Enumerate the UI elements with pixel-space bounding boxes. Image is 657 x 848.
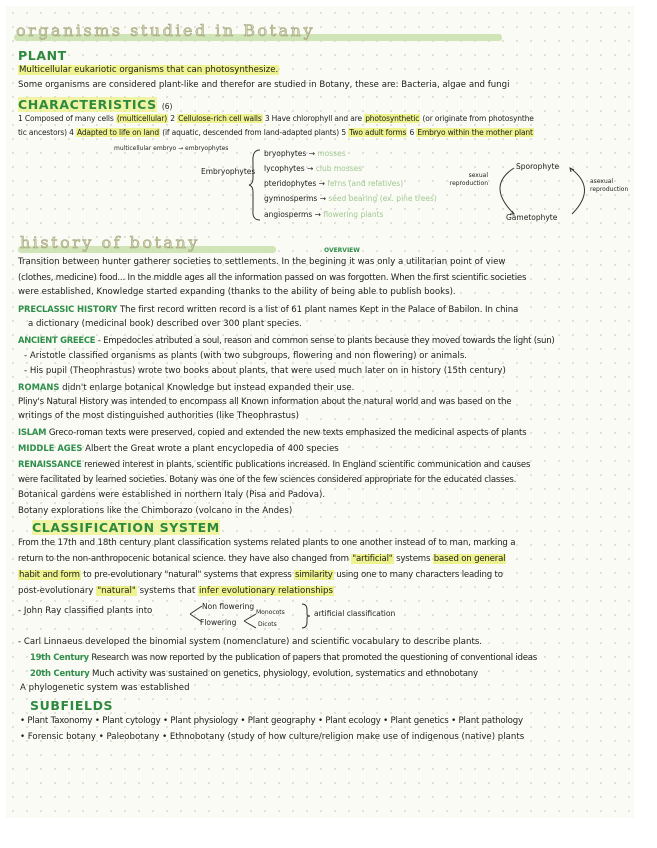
embryophytes-brace [248, 148, 262, 222]
plant-heading: PLANT [18, 48, 67, 63]
classification-line-1: From the 17th and 18th century plant classification systems related plants to one another instead of to man, marking a [18, 538, 516, 548]
history-title: history of botany [20, 233, 200, 252]
plant-note: Some organisms are considered plant-like and therefor are studied in Botany, these are: Bacteria, algae and fungi [18, 80, 510, 90]
group-pteridophytes: pteridophytes → ferns (and relatives) [264, 179, 404, 188]
characteristics-line-1: 1 Composed of many cells (multicellular) 2 Cellulose-rich cell walls 3 Have chlorophyll and are photosynthetic (or originate from photosynthe [18, 114, 534, 123]
artificial-classification-label: artificial classification [314, 609, 396, 618]
overview-line-3: were established, Knowledge started expanding (thanks to the ability of being able to publish books). [18, 287, 456, 297]
subfields-heading: SUBFIELDS [30, 698, 114, 713]
flowering-label: Flowering [200, 618, 237, 627]
group-lycophytes: lycophytes → club mosses [264, 164, 363, 173]
john-ray-line: - John Ray classified plants into [18, 606, 153, 616]
embryophytes-label: Embryophytes [201, 167, 256, 176]
plant-definition: Multicellular eukariotic organisms that can photosynthesize. [19, 65, 279, 75]
embryo-annotation: multicellular embryo → embryophytes [114, 145, 229, 152]
renaissance-line-3: Botanical gardens were established in northern Italy (Pisa and Padova). [18, 490, 326, 500]
pliny-line-1: Pliny's Natural History was intended to encompass all Known information about the natural world and was based on the [18, 397, 512, 407]
greece-bullet-2: - His pupil (Theophrastus) wrote two books about plants, that were used much later on in history (15th century) [24, 366, 506, 376]
subfields-row-1: • Plant Taxonomy • Plant cytology • Plant physiology • Plant geography • Plant ecology • Plant genetics • Plant pathology [20, 716, 523, 726]
dicots-label: Dicots [258, 621, 277, 628]
nonflowering-label: Non flowering [202, 602, 255, 611]
sexual-reproduction-label: sexual reproduction [449, 172, 488, 187]
group-bryophytes: bryophytes → mosses [264, 149, 346, 158]
century-19-line: 19th Century Research was now reported by the publication of papers that promoted the questioning of conventional ideas [30, 652, 538, 663]
characteristics-heading: CHARACTERISTICS [18, 97, 157, 112]
characteristics-heading-row [18, 94, 172, 113]
overview-label: OVERVIEW [324, 247, 360, 254]
preclassic-line-2: a dictionary (medicinal book) described over 300 plant species. [28, 319, 302, 329]
overview-line-1: Transition between hunter gatherer societies to settlements. In the begining it was only a utilitarian point of view [18, 257, 506, 267]
sporophyte-label: Sporophyte [516, 162, 560, 171]
greece-line: ANCIENT GREECE - Empedocles atributed a soul, reason and common sense to plants because they moved towards the light (sun) [18, 335, 555, 346]
notes-page [6, 6, 634, 818]
overview-line-2: (clothes, medicine) food... In the middle ages all the information passed on was forgotten. When the first scientific societies [18, 273, 527, 283]
asexual-reproduction-label: asexual reproduction [590, 178, 629, 193]
middle-ages-line: MIDDLE AGES Albert the Great wrote a plant encyclopedia of 400 species [18, 443, 339, 454]
century-20-line: 20th Century Much activity was sustained on genetics, physiology, evolution, systematics and ethnobotany [30, 668, 478, 679]
subfields-row-2: • Forensic botany • Paleobotany • Ethnobotany (study of how culture/religion make use of indigenous (native) plants [20, 732, 525, 742]
monocots-label: Monocots [256, 609, 285, 616]
phylogenetic-line: A phylogenetic system was established [20, 683, 190, 693]
classification-line-3: habit and form to pre-evolutionary "natural" systems that express similarity using one to many characters leading to [19, 570, 503, 580]
preclassic-line-1: PRECLASSIC HISTORY The first record written record is a list of 61 plant names Kept in the Palace of Babilon. In china [18, 304, 519, 315]
pliny-line-2: writings of the most distinguished authorities (like Theophrastus) [18, 411, 299, 421]
page-title: organisms studied in Botany [16, 21, 315, 40]
characteristics-count: (6) [161, 102, 173, 111]
group-gymnosperms: gymnosperms → seed bearing (ex. pine trees) [264, 194, 437, 203]
linnaeus-line: - Carl Linnaeus developed the binomial system (nomenclature) and scientific vocabulary to describe plants. [18, 637, 483, 647]
classification-heading: CLASSIFICATION SYSTEM [32, 520, 220, 535]
renaissance-line-1: RENAISSANCE renewed interest in plants, scientific publications increased. In England scientific communication and causes [18, 459, 531, 470]
classification-line-4: post-evolutionary "natural" systems that infer evolutionary relationships [18, 586, 333, 596]
gametophyte-label: Gametophyte [506, 213, 558, 222]
renaissance-line-2: were facilitated by learned societies. Botany was one of the few sciences considered appropriate for the educated classes. [18, 475, 517, 485]
group-angiosperms: angiosperms → flowering plants [264, 210, 384, 219]
classification-line-2: return to the non-anthropocenic botanical science. they have also changed from "artificial" systems based on general [18, 554, 506, 564]
romans-line: ROMANS didn't enlarge botanical Knowledge but instead expanded their use. [18, 382, 355, 393]
renaissance-line-4: Botany explorations like the Chimborazo (volcano in the Andes) [18, 506, 293, 516]
islam-line: ISLAM Greco-roman texts were preserved, copied and extended the new texts emphasized the medicinal aspects of plants [18, 427, 527, 438]
characteristics-line-2: tic ancestors) 4 Adapted to life on land (if aquatic, descended from land-adapted plants) 5 Two adult forms 6 Embryo within the mother plant [18, 128, 533, 137]
greece-bullet-1: - Aristotle classified organisms as plants (with two subgroups, flowering and non flowering) or animals. [24, 351, 468, 361]
artificial-brace [300, 602, 312, 630]
